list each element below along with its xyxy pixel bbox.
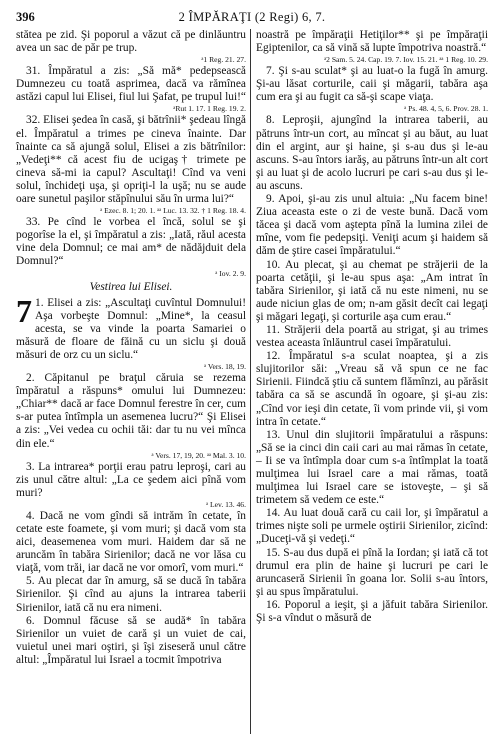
verse: 7. Şi s-au sculat* şi au luat-o la fugă în amurg. Şi-au lăsat corturile, caii şi măgarii, tabăra aşa cum era şi au fugit ca să-şi scape viaţa. <box>256 65 488 104</box>
column-divider <box>250 29 251 734</box>
verse: 16. Poporul a ieşit, şi a jăfuit tabăra Sirienilor. Şi s-a vîndut o măsură de <box>256 598 488 625</box>
running-title: 2 ÎMPĂRAŢI (2 Regi) 6, 7. <box>178 10 326 24</box>
verse: 14. Au luat două cară cu caii lor, şi împăratul a trimes nişte soli pe urmele oştirii Sirienilor, zicînd: „Duceţi-vă şi vedeţi.“ <box>256 507 488 546</box>
verse: 11. Străjerii dela poartă au strigat, şi au trimes vestea aceasta înlăuntrul casei împăratului. <box>256 323 488 350</box>
verse: 32. Elisei şedea în casă, şi bătrînii* şedeau lîngă el. Împăratul a trimes pe cineva înainte. Dar înainte ca să ajungă solul, Elisei a zis bătrînilor: „Vedeţi** că acest fiu de ucigaş† trimete pe cineva să-mi ia capul? Ascultaţi! Cînd va veni solul, închideţi uşa, şi opriţi-l la uşă; nu se aude oare sunetul paşilor stăpînului său în urma lui?“ <box>16 114 246 206</box>
page-header <box>16 10 488 26</box>
right-column <box>256 29 488 625</box>
verse: 5. Au plecat dar în amurg, să se ducă în tabăra Sirienilor. Şi cînd au ajuns la intrarea taberii Sirienilor, iată că nu era nimeni. <box>16 575 246 614</box>
cross-reference: ᵃ Ezec. 8. 1; 20. 1. ᵃᵃ Luc. 13. 32. † 1 Reg. 18. 4. <box>100 206 246 216</box>
verse: 15. S-au dus după ei pînă la Iordan; şi iată că tot drumul era plin de haine şi lucruri pe cari le aruncaseră Sirienii în goana lor. Solii s-au întors, şi au spus împăratului. <box>256 546 488 598</box>
cross-reference: ᵃRut 1. 17. 1 Reg. 19. 2. <box>173 104 246 114</box>
cross-reference: ᵃ Lev. 13. 46. <box>206 499 246 509</box>
verse-continuation: noastră pe împăraţii Hetiţilor** şi pe împăraţii Egiptenilor, ca să vină să lupte împotriva noastră.“ <box>256 29 488 55</box>
verse: 33. Pe cînd le vorbea el încă, solul se şi pogorîse la el, şi împăratul a zis: „Iată, răul acesta vine dela Domnul; ce mai am* de nădăjduit dela Domnul?“ <box>16 216 246 268</box>
verse: 9. Apoi, şi-au zis unul altuia: „Nu facem bine! Ziua aceasta este o zi de veste bună. Dacă vom tăcea şi dacă vom aştepta pînă la lumina zilei de mîne, vom fie pedepsiţi. Veniţi acum şi haidem să dăm de ştire casei împăratului.“ <box>256 193 488 258</box>
cross-reference: ᵃ Vers. 17, 19, 20. ᵃᵃ Mal. 3. 10. <box>151 450 246 460</box>
verse: 3. La intrarea* porţii erau patru leproşi, cari au zis unul către altul: „La ce şedem aici pînă vom muri? <box>16 460 246 499</box>
verse: 13. Unul din slujitorii împăratului a răspuns: „Să se ia cinci din caii cari au mai rămas în cetate, – Ii se va întîmpla doar cum s-a întîmplat la toată mulţimea lui Israel care a mai rămas, toată mulţimea lui Israel care se istoveşte, – şi să trimetem să vedem ce este.“ <box>256 428 488 507</box>
page-number: 396 <box>16 10 35 24</box>
verse: 12. Împăratul s-a sculat noaptea, şi a zis slujitorilor săi: „Vreau să vă spun ce ne fac Sirienii. Fiindcă ştiu că suntem flămînzi, au părăsit tabăra ca să se ascundă în ogoare, şi şi-au zis: „Cînd vor ieşi din cetate, îi vom prinde vii, şi vom intra în cetate.“ <box>256 350 488 428</box>
verse: 10. Au plecat, şi au chemat pe străjerii de la poarta cetăţii, şi le-au spus aşa: „Am intrat în tabăra Sirienilor, şi iată că nu este nimeni, nu se aude niciun glas de om; n-am găsit decît cai legaţi şi măgari legaţi, şi corturile aşa cum erau.“ <box>256 258 488 323</box>
cross-reference: ᵃ2 Sam. 5. 24. Cap. 19. 7. Iov. 15. 21. ᵃᵃ 1 Reg. 10. 29. <box>324 55 488 65</box>
verse-continuation: stătea pe zid. Şi poporul a văzut că pe dinlăuntru avea un sac de păr pe trup. <box>16 29 246 55</box>
cross-reference: ᵃ Ps. 48. 4, 5, 6. Prov. 28. 1. <box>404 104 488 114</box>
verse: 2. Căpitanul pe braţul căruia se rezema împăratul a răspuns* omului lui Dumnezeu: „Chiar** dacă ar face Domnul ferestre în cer, cum s-ar putea întîmpla un asemenea lucru?“ Şi Elisei a zis: „Vei vedea cu ochii tăi: dar tu nu vei mînca din ele.“ <box>16 372 246 450</box>
verse: 4. Dacă ne vom gîndi să intrăm în cetate, în cetate este foamete, şi vom muri; şi dacă vom sta aici, deasemenea vom muri. Haidem dar să ne aruncăm în tabăra Sirienilor; dacă ne vor lăsa cu viaţă, vom trăi, iar dacă ne vor omorî, vom muri.“ <box>16 509 246 575</box>
chapter-start <box>16 292 246 362</box>
cross-reference: ᵃ1 Reg. 21. 27. <box>201 55 246 65</box>
section-heading: Vestirea lui Elisei. <box>89 280 173 293</box>
verse: 6. Domnul făcuse să se audă* în tabăra Sirienilor un vuiet de cară şi un vuiet de cai, vuietul unei mari oştiri, şi îşi ziseseră unul către altul: „Împăratul lui Israel a tocmit împotriva <box>16 614 246 666</box>
left-column <box>16 29 246 667</box>
verse: 8. Leproşii, ajungînd la intrarea taberii, au pătruns într-un cort, au mîncat şi au băut, au luat din el argint, aur şi haine, şi s-au dus şi le-au ascuns. S-au întors iarăş, au pătruns într-un alt cort şi au luat şi de acolo lucruri pe cari s-au dus şi le-au ascuns. <box>256 114 488 192</box>
chapter-number: 7 <box>16 292 32 329</box>
cross-reference: ᵃ Vers. 18, 19. <box>203 362 246 372</box>
verse-text: 1. Elisei a zis: „Ascultaţi cuvîntul Domnului! Aşa vorbeşte Domnul: „Mine*, la ceasul acesta, se va vinde la poarta Samariei o măsură de floare de făină cu un siclu şi două măsuri de orz cu un siclu.“ <box>16 296 246 361</box>
verse: 31. Împăratul a zis: „Să mă* pedepsească Dumnezeu cu toată asprimea, dacă va rămînea astăzi capul lui Elisei, fiul lui Şafat, pe trupul lui!“ <box>16 65 246 104</box>
cross-reference: ᵃ Iov. 2. 9. <box>215 268 246 278</box>
